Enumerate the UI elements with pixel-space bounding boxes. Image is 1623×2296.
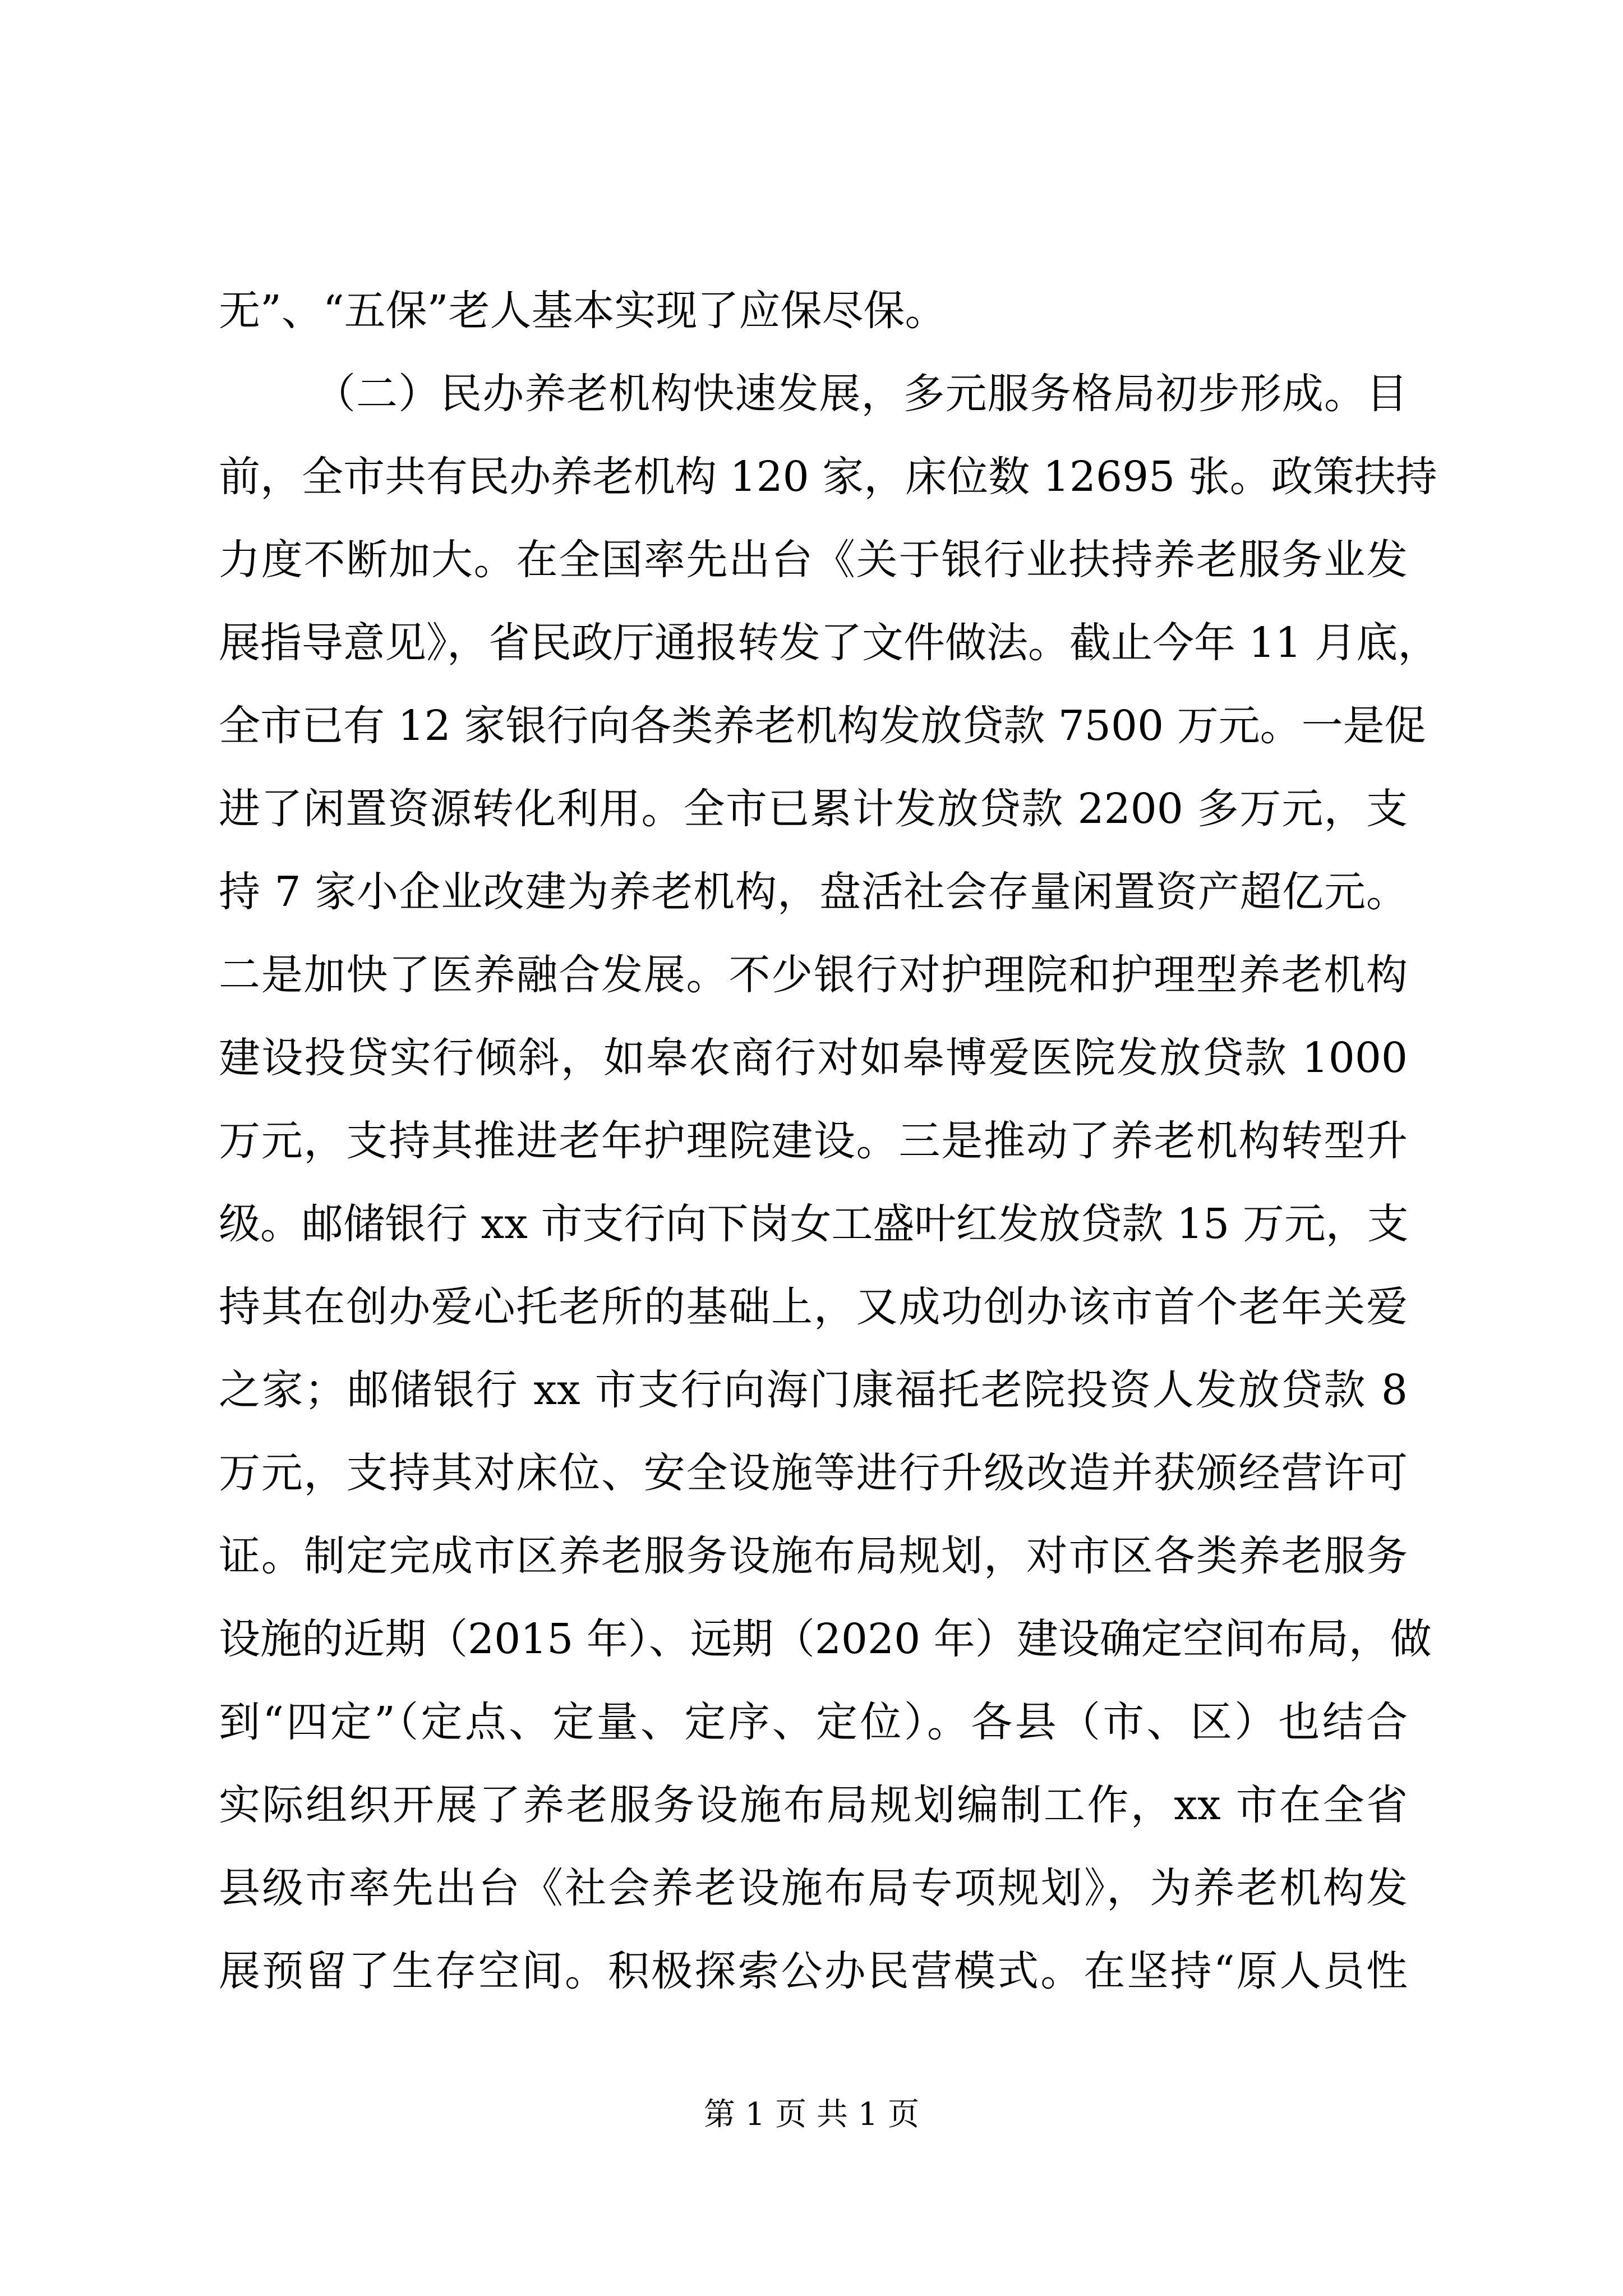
text-line: 万元，支持其对床位、安全设施等进行升级改造并获颁经营许可 [219, 1449, 1408, 1497]
text-line: 无”、“五保”老人基本实现了应保尽保。 [219, 287, 947, 335]
body-text [219, 269, 1440, 2013]
text-line: 进了闲置资源转化利用。全市已累计发放贷款 2200 多万元，支 [219, 785, 1408, 833]
text-line: 之家；邮储银行 xx 市支行向海门康福托老院投资人发放贷款 8 [219, 1366, 1408, 1414]
section-heading-line: （二）民办养老机构快速发展，多元服务格局初步形成。目 [314, 370, 1408, 418]
text-line: 前，全市共有民办养老机构 120 家，床位数 12695 张。政策扶持 [219, 453, 1437, 501]
text-line: 展预留了生存空间。积极探索公办民营模式。在坚持“原人员性 [219, 1947, 1408, 1995]
text-line: 二是加快了医养融合发展。不少银行对护理院和护理型养老机构 [219, 951, 1408, 999]
page-footer [0, 2095, 1623, 2134]
text-line: 证。制定完成市区养老服务设施布局规划，对市区各类养老服务 [219, 1532, 1408, 1580]
text-line: 全市已有 12 家银行向各类养老机构发放贷款 7500 万元。一是促 [219, 702, 1426, 750]
text-line: 实际组织开展了养老服务设施布局规划编制工作，xx 市在全省 [219, 1781, 1408, 1829]
text-line: 万元，支持其推进老年护理院建设。三是推动了养老机构转型升 [219, 1117, 1408, 1165]
text-line: 到“四定”（定点、定量、定序、定位）。各县（市、区）也结合 [219, 1698, 1408, 1746]
text-line: 持其在创办爱心托老所的基础上，又成功创办该市首个老年关爱 [219, 1283, 1408, 1331]
text-line: 力度不断加大。在全国率先出台《关于银行业扶持养老服务业发 [219, 536, 1408, 584]
text-line: 县级市率先出台《社会养老设施布局专项规划》，为养老机构发 [219, 1864, 1408, 1912]
text-line: 展指导意见》，省民政厅通报转发了文件做法。截止今年 11 月底， [219, 619, 1440, 667]
text-line: 设施的近期（2015 年）、远期（2020 年）建设确定空间布局，做 [219, 1615, 1432, 1663]
text-line: 持 7 家小企业改建为养老机构，盘活社会存量闲置资产超亿元。 [219, 868, 1408, 916]
text-line: 建设投贷实行倾斜，如皋农商行对如皋博爱医院发放贷款 1000 [219, 1034, 1408, 1082]
text-line: 级。邮储银行 xx 市支行向下岗女工盛叶红发放贷款 15 万元，支 [219, 1200, 1409, 1248]
page-number-label: 第 1 页 共 1 页 [703, 2096, 920, 2133]
